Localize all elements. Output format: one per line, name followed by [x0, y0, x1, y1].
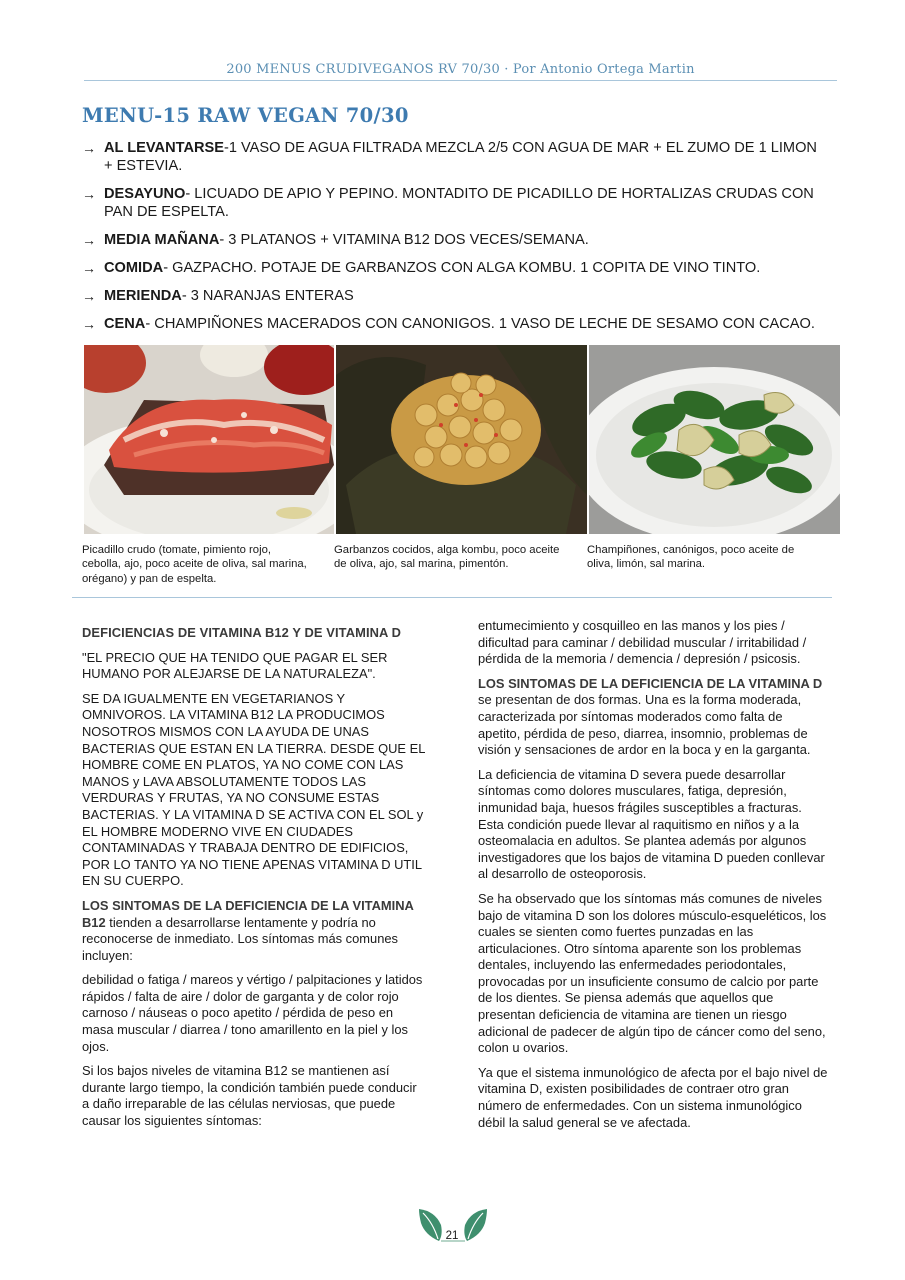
meal-label: COMIDA	[104, 260, 164, 276]
meal-label: DESAYUNO	[104, 186, 186, 202]
photo-garbanzos	[336, 345, 587, 534]
photo-strip	[84, 345, 840, 534]
d-symptoms-paragraph	[478, 676, 828, 759]
meal-item-media-manana	[82, 231, 822, 249]
meal-label: AL LEVANTARSE	[104, 140, 224, 156]
arrow-icon: →	[82, 232, 96, 248]
article-paragraph: SE DA IGUALMENTE EN VEGETARIANOS Y OMNIVOROS. LA VITAMINA B12 LA PRODUCIMOS NOSOTROS MISMOS CON LA AYUDA DE UNAS BACTERIAS QUE ESTAN EN LA TIERRA. DESDE QUE EL HOMBRE COME EN PLATOS, YA NO COME CON LAS MANOS y LAVA ABSOLUTAMENTE TODOS LAS VERDURAS Y FRUTAS, YA NO CONSUME ESTAS BACTERIAS. Y LA VITAMINA D SE ACTIVA CON EL SOL y EL HOMBRE MODERNO VIVE EN CIUDADES CONTAMINADAS Y TRABAJA DENTRO DE EDIFICIOS, POR LO TANTO YA NO TIENE APENAS VITAMINA D UTIL EN SU CUERPO.	[82, 690, 425, 889]
running-header: 200 MENUS CRUDIVEGANOS RV 70/30 · Por Antonio Ortega Martin	[226, 62, 695, 77]
meal-text: - LICUADO DE APIO Y PEPINO. MONTADITO DE PICADILLO DE HORTALIZAS CRUDAS CON PAN DE ESPELTA.	[104, 186, 814, 220]
header-divider	[84, 80, 837, 81]
b12-symptoms-heading: LOS SINTOMAS DE LA DEFICIENCIA DE LA VITAMINA B12	[82, 897, 414, 930]
meal-text: - CHAMPIÑONES MACERADOS CON CANONIGOS. 1 VASO DE LECHE DE SESAMO CON CACAO.	[145, 316, 815, 332]
section-divider	[72, 597, 832, 598]
b12-symptoms-list: debilidad o fatiga / mareos y vértigo / palpitaciones y latidos rápidos / falta de aire / dolor de garganta y de color rojo carnoso / náuseas o poco apetito / pérdida de peso en masa muscular / diarrea / tono amarillento en la piel y los ojos.	[82, 972, 423, 1054]
article-heading: DEFICIENCIAS DE VITAMINA B12 Y DE VITAMINA D	[82, 625, 402, 640]
meal-text: - 3 PLATANOS + VITAMINA B12 DOS VECES/SEMANA.	[219, 232, 589, 248]
b12-symptoms-text: tienden a desarrollarse lentamente y podría no reconocerse de inmediato. Los síntomas más comunes incluyen:	[82, 914, 398, 963]
article-quote: "EL PRECIO QUE HA TENIDO QUE PAGAR EL SER HUMANO POR ALEJARSE DE LA NATURALEZA".	[82, 649, 388, 682]
d-symptoms-heading: LOS SINTOMAS DE LA DEFICIENCIA DE LA VITAMINA D	[478, 675, 823, 691]
d-symptoms-text: se presentan de dos formas. Una es la forma moderada, caracterizada por síntomas moderados como falta de apetito, pérdida de peso, diarrea, insomnio, problemas de visión y sensaciones de ardor en la boca y en la garganta.	[478, 692, 811, 758]
article-column-left	[82, 625, 427, 1138]
photo-caption-picadillo: Picadillo crudo (tomate, pimiento rojo, cebolla, ajo, poco aceite de oliva, sal marina, orégano) y pan de espelta.	[82, 544, 307, 585]
arrow-icon: →	[82, 186, 96, 202]
arrow-icon: →	[82, 260, 96, 276]
arrow-icon: →	[82, 288, 96, 304]
photo-picadillo	[84, 345, 334, 534]
menu-title: MENU-15 RAW VEGAN 70/30	[82, 104, 409, 127]
meal-item-cena	[82, 315, 822, 333]
meal-item-merienda	[82, 287, 822, 305]
meal-label: MEDIA MAÑANA	[104, 232, 220, 248]
arrow-icon: →	[82, 316, 96, 332]
meal-item-comida	[82, 259, 822, 277]
meal-list	[82, 139, 822, 343]
meal-text: - GAZPACHO. POTAJE DE GARBANZOS CON ALGA KOMBU. 1 COPITA DE VINO TINTO.	[163, 260, 761, 276]
meal-text: -1 VASO DE AGUA FILTRADA MEZCLA 2/5 CON AGUA DE MAR + EL ZUMO DE 1 LIMON + ESTEVIA.	[104, 140, 817, 174]
meal-label: MERIENDA	[104, 288, 182, 304]
article-column-right	[478, 618, 828, 1139]
meal-label: CENA	[104, 316, 146, 332]
meal-item-al-levantarse	[82, 139, 822, 175]
d-observed-paragraph: Se ha observado que los síntomas más comunes de niveles bajo de vitamina D son los dolores músculo-esqueléticos, los cuales se sienten como fuertes punzadas en las articulaciones. Otro síntoma aparente son los problemas dentales, incluyendo las enfermedades periodontales, provocadas por un insuficiente consumo de calcio por parte de los dientes. Se piensa además que aquellos que presentan deficiencia de vitamina are tienen un riesgo adicional de padecer de algún tipo de cáncer como del seno, colon u ovarios.	[478, 890, 827, 1056]
arrow-icon: →	[82, 140, 96, 156]
d-immune-paragraph: Ya que el sistema inmunológico de afecta por el bajo nivel de vitamina D, existen posibilidades de contraer otro gran número de enfermedades. Con un sistema inmunológico débil la salud general se ve afectada.	[478, 1064, 828, 1130]
photo-caption-garbanzos: Garbanzos cocidos, alga kombu, poco aceite de oliva, ajo, sal marina, pimentón.	[334, 544, 560, 571]
page-number: 21	[445, 1230, 459, 1242]
b12-symptoms-paragraph	[82, 898, 427, 964]
photo-caption-champinones: Champiñones, canónigos, poco aceite de oliva, limón, sal marina.	[587, 544, 795, 571]
b12-nerve-symptoms-list: entumecimiento y cosquilleo en las manos y los pies / dificultad para caminar / debilidad muscular / irritabilidad / pérdida de la memoria / demencia / depresión / psicosis.	[478, 618, 807, 667]
d-severe-paragraph: La deficiencia de vitamina D severa puede desarrollar síntomas como dolores musculares, fatiga, depresión, inmunidad baja, huesos frágiles susceptibles a fracturas. Esta condición puede llevar al raquitismo en niños y a la osteomalacia en adultos. Se plantea además por algunos investigadores que los bajos de vitamina D pueden conllevar al desarrollo de osteoporosis.	[478, 766, 825, 882]
meal-text: - 3 NARANJAS ENTERAS	[181, 288, 354, 304]
b12-long-term-paragraph: Si los bajos niveles de vitamina B12 se mantienen así durante largo tiempo, la condición también puede conducir a daño irreparable de las células nerviosas, que puede causar los siguientes síntomas:	[82, 1063, 417, 1129]
meal-item-desayuno	[82, 185, 822, 221]
photo-champinones	[589, 345, 840, 534]
